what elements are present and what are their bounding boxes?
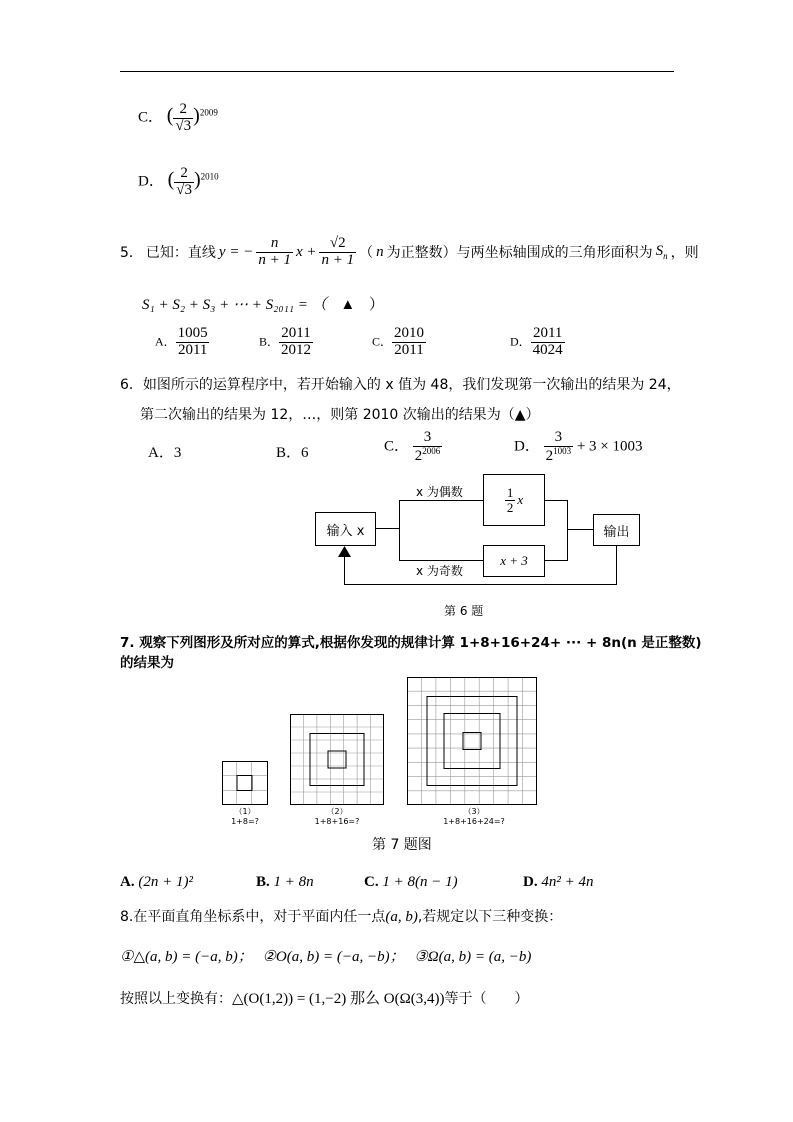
connector [544,560,568,561]
option-label: D． [510,334,531,349]
flow-plus3-box [483,545,545,577]
option-expr: 1 + 8(n − 1) [382,874,458,890]
q5-cond: 为正整数）与两坐标轴围成的三角形面积为 [386,245,653,262]
frac-den: 2011 [394,341,424,358]
frac-den: 2 [545,447,554,464]
fig-formula: 1+8+16+24=? [443,817,505,826]
flow-odd-label: x 为奇数 [416,564,463,578]
flow-output-box [593,514,640,546]
frac-num: 2011 [281,325,311,341]
flow-input-label: 输入 x [326,523,365,539]
frac-den: 2 [506,499,514,515]
subscript: n [663,251,668,262]
option-expr: (2n + 1)² [138,874,193,890]
q6-option-b: B．6 [276,445,309,461]
q4-option-c: C． ( $\frac{2}{√3}$ )$^{2009}$ [138,101,218,134]
option-label: D． [514,438,540,455]
q8-text: 按照以上变换有： [120,991,232,1007]
option-label: D. [523,874,538,890]
q6-line1: 6．如图所示的运算程序中，若开始输入的 x 值为 48，我们发现第一次输出的结果为 24， [120,377,681,393]
q5-sum [142,293,384,314]
flow-half-box [483,474,545,526]
frac-num: 3 [554,429,563,445]
q7-option-b [256,874,314,891]
frac-num: 3 [423,429,432,445]
q7-fig1-caption [225,806,265,826]
q8-text: 8.在平面直角坐标系中，对于平面内任一点 [120,909,386,925]
connector [567,500,568,560]
connector [374,528,400,529]
q7-option-d [523,874,593,891]
q5-prefix: 已知：直线 [145,245,216,262]
exponent: 2010 [200,171,219,182]
fig-label: （1） [234,807,256,816]
option-label: C． [138,109,164,126]
connector [399,500,400,560]
q6-caption: 第 6 题 [444,604,484,618]
q5-option-d [510,326,565,359]
header-rule [120,71,674,72]
flow-plus3-label: x + 3 [500,553,528,568]
frac-num: 1 [506,484,514,500]
frac-den: n + 1 [258,251,291,268]
q4-option-d: D． ( $\frac{2}{√3}$ )$^{2010}$ [138,165,219,198]
frac-den: n + 1 [321,251,355,268]
option-tail: + 3 × 1003 [576,438,643,455]
q8-text: 等于（ ） [444,991,529,1007]
q5-option-a [155,326,210,359]
option-label: B． [259,334,280,349]
option-label: C． [384,438,410,455]
var-s: S [655,243,664,260]
q6-option-d [514,430,643,465]
line-eq-start: y = − [218,243,254,260]
option-label: A. [120,874,135,890]
frac-num: 2010 [394,325,425,341]
frac-den: 2012 [281,341,312,358]
option-label: A． [155,334,176,349]
connector [616,544,617,585]
frac-den: 4024 [532,341,563,358]
fig-label: （2） [326,807,348,816]
connector [567,529,593,530]
q7-figure-1 [222,761,268,805]
arrow-up-icon [338,546,351,558]
frac-num: √2 [329,235,346,251]
var-x: x [517,492,524,507]
q5-option-b [259,326,313,359]
option-label: D． [138,173,164,190]
q7-figure-3 [407,677,537,805]
connector [399,560,484,561]
option-label: C. [364,874,379,890]
option-expr: 1 + 8n [273,874,314,890]
q5-tail: ，则 [670,245,699,262]
fig-label: （3） [463,807,485,816]
q8-line3 [120,987,528,1008]
q8-rule: ①△(a, b) = (−a, b)； [120,949,253,965]
q5-option-c [372,326,426,359]
q5-stem [120,236,699,269]
frac-num: n [270,235,279,251]
frac-num: 2011 [532,325,563,341]
q7-fig3-caption [437,806,511,826]
option-label: C． [372,334,393,349]
q7-line1: 7. 观察下列图形及所对应的算式,根据你发现的规律计算 1+8+16+24+ ··· + 8n(n 是正整数) [120,635,702,651]
q7-fig2-caption [307,806,367,826]
frac-num: 1005 [177,325,208,341]
triangle-marker: ▲ [340,297,356,313]
connector [399,500,484,501]
paren: ） [368,297,384,313]
q6-line2: 第二次输出的结果为 12，…，则第 2010 次输出的结果为（▲） [140,407,540,423]
question-number: 5． [120,245,143,262]
exponent: 1003 [553,445,572,456]
q6-option-a: A．3 [148,445,182,461]
q7-option-a [120,874,193,891]
q7-figure-2 [290,714,384,805]
q8-expr: △(O(1,2)) = (1,−2) 那么 O(Ω(3,4)) [232,991,445,1007]
q8-rules [120,945,531,966]
q7-line2: 的结果为 [120,655,174,671]
option-expr: 4n² + 4n [541,874,594,890]
exponent: 2006 [422,445,441,456]
q7-option-c [364,874,458,891]
fig-formula: 1+8+16=? [314,817,360,826]
q8-rule: ②O(a, b) = (−a, −b)； [262,949,405,965]
paren: （ [359,245,374,262]
sum-expr: S₁ + S₂ + S₃ + ⋯ + S₂₀₁₁ = （ [142,297,327,313]
connector [344,584,617,585]
flow-even-label: x 为偶数 [416,485,463,499]
frac-den: 2011 [177,341,208,358]
q8-point: (a, b) [385,909,418,925]
q8-text: ,若规定以下三种变换： [417,909,563,925]
q8-rule: ③Ω(a, b) = (a, −b) [414,949,532,965]
q8-line1 [120,906,562,926]
q7-caption: 第 7 题图 [372,837,432,853]
flow-input-box [315,512,376,546]
flow-output-label: 输出 [603,524,630,540]
connector [544,500,568,501]
var-n: n [376,243,384,260]
line-eq-mid: x + [295,243,317,260]
q6-option-c [384,430,442,465]
frac-den: 2 [414,447,423,464]
option-label: B. [256,874,270,890]
exponent: 2009 [199,107,218,118]
fig-formula: 1+8=? [231,817,259,826]
